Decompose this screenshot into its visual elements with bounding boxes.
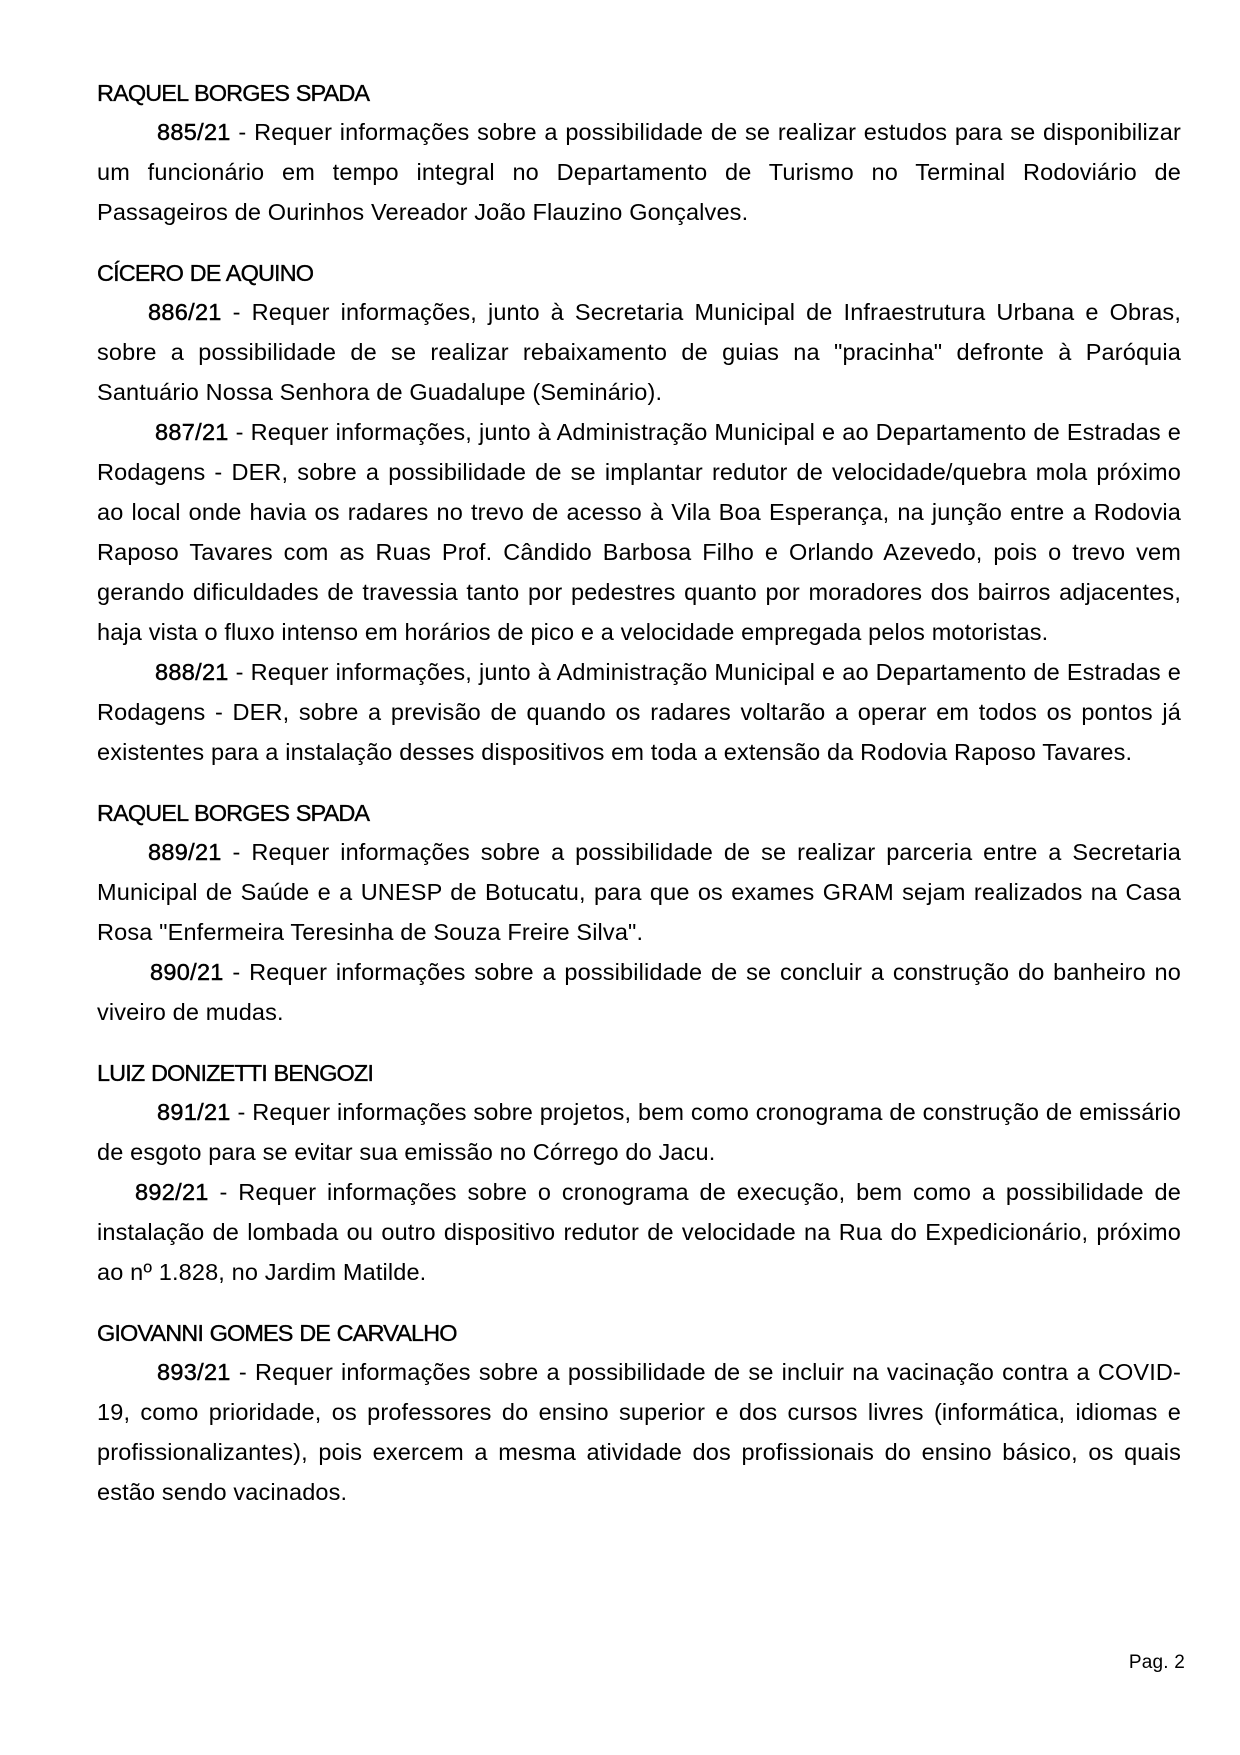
request-item	[97, 952, 1181, 1032]
request-number: 887/21	[155, 419, 229, 445]
request-text: - Requer informações, junto à Administração Municipal e ao Departamento de Estradas e Rodagens - DER, sobre a possibilidade de se implantar redutor de velocidade/quebra mola próximo ao local onde havia os radares no trevo de acesso à Vila Boa Esperança, na junção entre a Rodovia Raposo Tavares com as Ruas Prof. Cândido Barbosa Filho e Orlando Azevedo, pois o trevo vem gerando dificuldades de travessia tanto por pedestres quanto por moradores dos bairros adjacentes, haja vista o fluxo intenso em horários de pico e a velocidade empregada pelos motoristas.	[97, 419, 1181, 645]
request-text: - Requer informações, junto à Secretaria Municipal de Infraestrutura Urbana e Obras, sobre a possibilidade de se realizar rebaixamento de guias na "pracinha" defronte à Paróquia Santuário Nossa Senhora de Guadalupe (Seminário).	[97, 299, 1181, 405]
section-cicero-de-aquino	[97, 254, 1181, 772]
request-number: 886/21	[148, 299, 222, 325]
author-name: RAQUEL BORGES SPADA	[97, 800, 370, 826]
request-item	[97, 1352, 1181, 1512]
request-item	[97, 832, 1181, 952]
request-item	[97, 1092, 1181, 1172]
request-text: - Requer informações sobre a possibilidade de se incluir na vacinação contra a COVID-19, como prioridade, os professores do ensino superior e dos cursos livres (informática, idiomas e profissionalizantes), pois exercem a mesma atividade dos profissionais do ensino básico, os quais estão sendo vacinados.	[97, 1359, 1181, 1505]
request-item	[97, 652, 1181, 772]
request-number: 885/21	[157, 119, 231, 145]
request-number: 888/21	[155, 659, 229, 685]
section-luiz-donizetti-bengozi	[97, 1054, 1181, 1292]
request-item	[97, 1172, 1181, 1292]
author-name: RAQUEL BORGES SPADA	[97, 80, 370, 106]
section-raquel-borges-spada-1	[97, 74, 1181, 232]
request-text: - Requer informações sobre a possibilidade de se concluir a construção do banheiro no viveiro de mudas.	[97, 959, 1181, 1025]
section-raquel-borges-spada-2	[97, 794, 1181, 1032]
request-text: - Requer informações, junto à Administração Municipal e ao Departamento de Estradas e Rodagens - DER, sobre a previsão de quando os radares voltarão a operar em todos os pontos já existentes para a instalação desses dispositivos em toda a extensão da Rodovia Raposo Tavares.	[97, 659, 1181, 765]
request-item	[97, 412, 1181, 652]
request-number: 890/21	[150, 959, 224, 985]
request-text: - Requer informações sobre a possibilidade de se realizar estudos para se disponibilizar um funcionário em tempo integral no Departamento de Turismo no Terminal Rodoviário de Passageiros de Ourinhos Vereador João Flauzino Gonçalves.	[97, 119, 1181, 225]
request-number: 893/21	[157, 1359, 231, 1385]
request-number: 892/21	[135, 1179, 209, 1205]
author-name: LUIZ DONIZETTI BENGOZI	[97, 1060, 373, 1086]
request-number: 889/21	[148, 839, 222, 865]
request-text: - Requer informações sobre o cronograma de execução, bem como a possibilidade de instalação de lombada ou outro dispositivo redutor de velocidade na Rua do Expedicionário, próximo ao nº 1.828, no Jardim Matilde.	[97, 1179, 1181, 1285]
request-number: 891/21	[157, 1099, 231, 1125]
author-name: CÍCERO DE AQUINO	[97, 260, 314, 286]
request-item	[97, 112, 1181, 232]
request-text: - Requer informações sobre a possibilidade de se realizar parceria entre a Secretaria Municipal de Saúde e a UNESP de Botucatu, para que os exames GRAM sejam realizados na Casa Rosa "Enfermeira Teresinha de Souza Freire Silva".	[97, 839, 1181, 945]
document-page	[97, 74, 1181, 1534]
author-name: GIOVANNI GOMES DE CARVALHO	[97, 1320, 457, 1346]
request-text: - Requer informações sobre projetos, bem como cronograma de construção de emissário de esgoto para se evitar sua emissão no Córrego do Jacu.	[97, 1099, 1181, 1165]
section-giovanni-gomes-de-carvalho	[97, 1314, 1181, 1512]
request-item	[97, 292, 1181, 412]
page-number: Pag. 2	[1128, 1652, 1185, 1673]
